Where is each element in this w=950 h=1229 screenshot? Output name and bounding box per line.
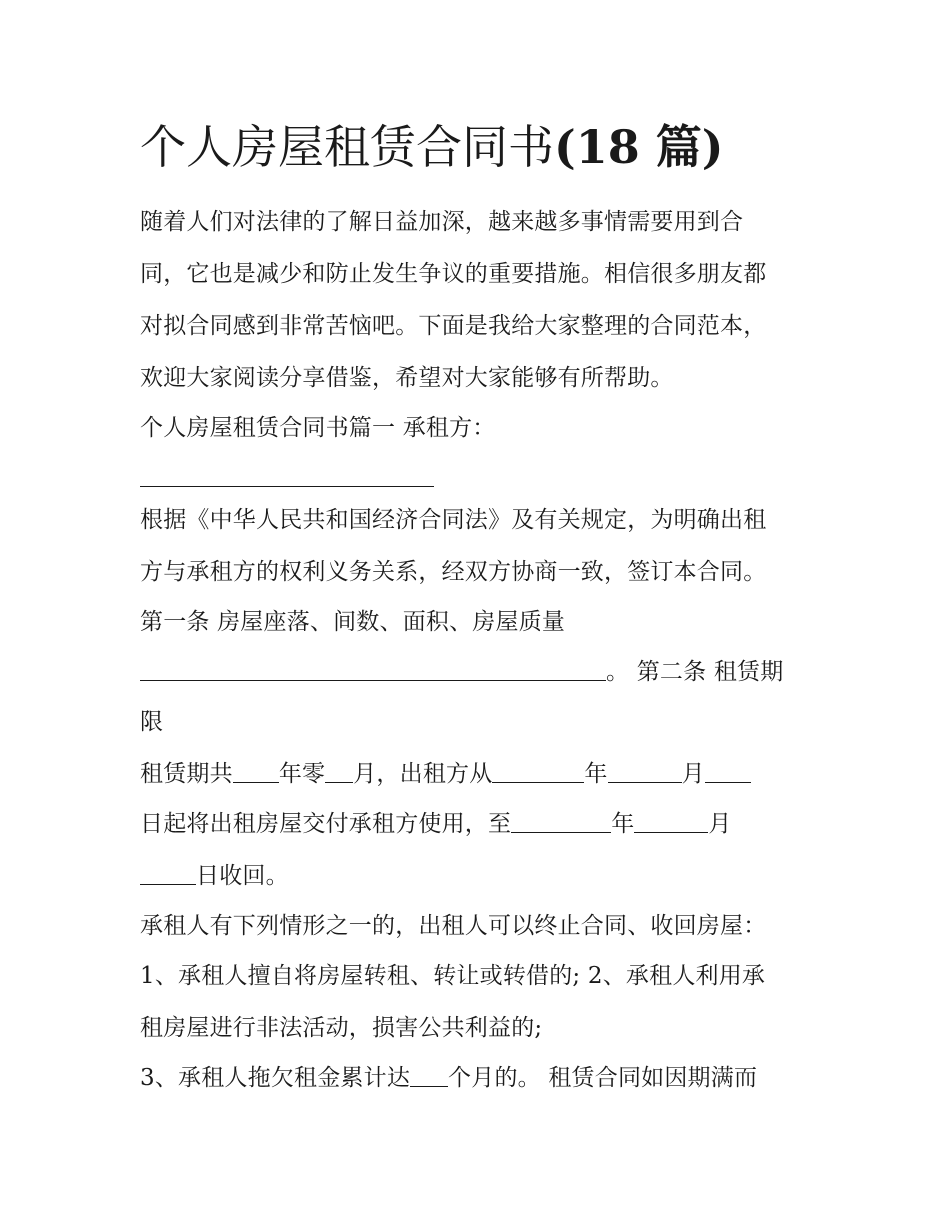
termination-item-3	[140, 1058, 757, 1098]
lease-term-text-a: 租赁期共	[140, 761, 233, 787]
termination-item-1-2: 1、承租人擅自将房屋转租、转让或转借的; 2、承租人利用承	[140, 963, 766, 989]
years-blank	[233, 781, 279, 783]
intro-line-1: 随着人们对法律的了解日益加深，越来越多事情需要用到合	[140, 209, 744, 235]
article-1-blank-line	[140, 652, 783, 692]
arrears-months-blank	[410, 1085, 448, 1087]
property-blank	[140, 679, 606, 681]
termination-item-3-text-b: 个月的。 租赁合同如因期满而	[448, 1065, 758, 1091]
lease-term-line-2	[140, 804, 732, 844]
article-2-heading: 。 第二条 租赁期	[606, 659, 784, 685]
end-day-blank	[140, 883, 196, 885]
section-heading-1: 个人房屋租赁合同书篇一 承租方：	[140, 415, 496, 441]
start-month-blank	[608, 781, 682, 783]
intro-line-3: 对拟合同感到非常苦恼吧。下面是我给大家整理的合同范本，	[140, 313, 767, 339]
start-day-blank	[705, 781, 751, 783]
lease-term-text-c: 月，出租方从	[353, 761, 493, 787]
intro-line-4: 欢迎大家阅读分享借鉴，希望对大家能够有所帮助。	[140, 365, 674, 391]
article-1-heading: 第一条 房屋座落、间数、面积、房屋质量	[140, 609, 566, 635]
termination-heading: 承租人有下列情形之一的，出租人可以终止合同、收回房屋：	[140, 913, 767, 939]
lease-term-text-h: 月	[708, 811, 732, 837]
end-month-blank	[634, 831, 708, 833]
article-2-heading-cont: 限	[140, 709, 164, 735]
intro-line-2: 同，它也是减少和防止发生争议的重要措施。相信很多朋友都	[140, 261, 767, 287]
end-year-blank	[511, 831, 611, 833]
body-line-7: 根据《中华人民共和国经济合同法》及有关规定，为明确出租	[140, 507, 767, 533]
months-blank	[325, 781, 353, 783]
start-year-blank	[492, 781, 584, 783]
tenant-blank-line	[140, 458, 434, 498]
title-main: 个人房屋租赁合同书	[140, 120, 554, 174]
lease-term-text-d: 年	[584, 761, 608, 787]
lease-term-text-b: 年零	[278, 761, 326, 787]
body-line-8: 方与承租方的权利义务关系，经双方协商一致，签订本合同。	[140, 559, 767, 585]
lease-term-text-g: 年	[611, 811, 635, 837]
lease-term-line-3	[140, 856, 289, 896]
tenant-blank	[140, 485, 434, 487]
document-title	[140, 112, 724, 182]
termination-item-2-cont: 租房屋进行非法活动，损害公共利益的;	[140, 1015, 543, 1041]
termination-item-3-text-a: 3、承租人拖欠租金累计达	[140, 1065, 411, 1091]
lease-term-text-f: 日起将出租房屋交付承租方使用，至	[140, 811, 512, 837]
lease-term-line-1	[140, 754, 751, 794]
title-suffix: (18 篇)	[554, 120, 724, 174]
lease-term-text-i: 日收回。	[196, 863, 289, 889]
lease-term-text-e: 月	[681, 761, 705, 787]
